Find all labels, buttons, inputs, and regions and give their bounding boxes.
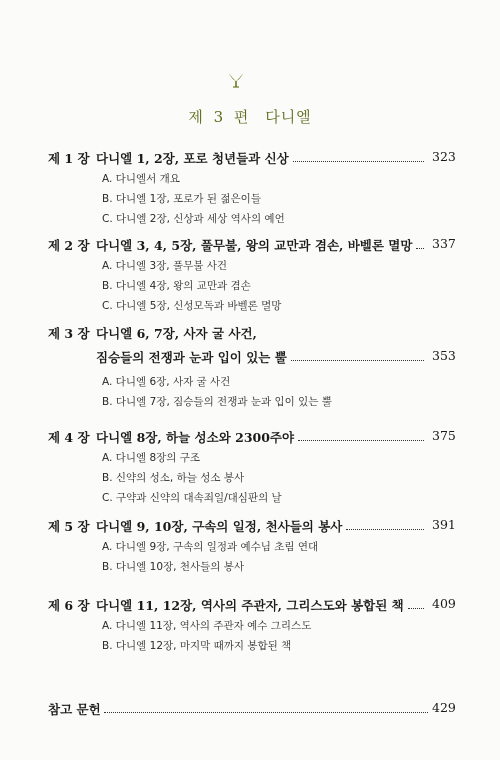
section-item: A. 다니엘 11장, 역사의 주관자 예수 그리스도 (102, 620, 312, 632)
chapter-label: 제 3 장 (48, 326, 90, 341)
chapter-page: 375 (432, 428, 456, 443)
section-item: B. 다니엘 12장, 마지막 때까지 봉합된 책 (102, 640, 292, 652)
chapter-1 (0, 149, 500, 229)
chapter-label: 제 6 장 (48, 598, 90, 613)
chapter-title: 다니엘 1, 2장, 포로 청년들과 신상 (96, 151, 289, 166)
section-item: B. 다니엘 4장, 왕의 교만과 겸손 (102, 280, 251, 292)
dot-leader (298, 428, 424, 441)
chapter-title-line1[interactable] (96, 324, 428, 342)
chapter-title: 짐승들의 전쟁과 눈과 입이 있는 뿔 (96, 350, 287, 365)
chapter-3 (0, 324, 500, 412)
chapter-title: 다니엘 6, 7장, 사자 굴 사건, (96, 326, 257, 341)
section-item: B. 신약의 성소, 하늘 성소 봉사 (102, 472, 245, 484)
dot-leader (293, 149, 424, 162)
bibliography-label: 참고 문헌 (48, 702, 101, 717)
part-number: 3 (213, 108, 225, 126)
bibliography-page: 429 (432, 700, 456, 715)
chapter-title-link[interactable] (96, 348, 428, 366)
chapter-label: 제 5 장 (48, 519, 90, 534)
chapter-title-link[interactable] (96, 149, 428, 167)
chapter-page: 337 (432, 236, 456, 251)
section-item: C. 다니엘 2장, 신상과 세상 역사의 예언 (102, 213, 285, 225)
part-name: 다니엘 (265, 108, 312, 126)
chapter-title-link[interactable] (96, 517, 428, 535)
chapter-page: 391 (432, 517, 456, 532)
section-item: B. 다니엘 10장, 천사들의 봉사 (102, 561, 245, 573)
section-item: A. 다니엘 8장의 구조 (102, 452, 201, 464)
section-item: B. 다니엘 7장, 짐승들의 전쟁과 눈과 입이 있는 뿔 (102, 396, 332, 408)
chapter-6 (0, 596, 500, 656)
part-suffix: 편 (233, 108, 250, 126)
section-item: C. 구약과 신약의 대속죄일/대심판의 날 (102, 492, 282, 504)
section-item: B. 다니엘 1장, 포로가 된 젊은이들 (102, 193, 261, 205)
chapter-page: 409 (432, 596, 456, 611)
dot-leader (416, 236, 424, 249)
section-item: A. 다니엘 9장, 구속의 일정과 예수님 초림 연대 (102, 541, 319, 553)
part-title (0, 106, 500, 127)
dot-leader (346, 517, 424, 530)
chapter-page: 323 (432, 149, 456, 164)
dot-leader (104, 700, 428, 713)
leaf-ornament-icon (226, 70, 246, 90)
chapter-label: 제 2 장 (48, 238, 90, 253)
chapter-title: 다니엘 8장, 하늘 성소와 2300주야 (96, 430, 295, 445)
section-item: A. 다니엘 6장, 사자 굴 사건 (102, 376, 231, 388)
chapter-title: 다니엘 11, 12장, 역사의 주관자, 그리스도와 봉합된 책 (96, 598, 404, 613)
chapter-2 (0, 236, 500, 316)
chapter-title-link[interactable] (96, 596, 428, 614)
part-prefix: 제 (188, 108, 204, 126)
section-item: C. 다니엘 5장, 신성모독과 바벨론 멸망 (102, 300, 282, 312)
bibliography-entry[interactable] (0, 700, 500, 720)
dot-leader (291, 348, 424, 361)
chapter-label: 제 4 장 (48, 430, 90, 445)
chapter-title-link[interactable] (96, 236, 428, 254)
section-item: A. 다니엘서 개요 (102, 173, 180, 185)
dot-leader (408, 596, 424, 609)
chapter-title-link[interactable] (96, 428, 428, 446)
chapter-4 (0, 428, 500, 508)
chapter-label: 제 1 장 (48, 151, 90, 166)
chapter-title: 다니엘 3, 4, 5장, 풀무불, 왕의 교만과 겸손, 바벨론 멸망 (96, 238, 413, 253)
chapter-page: 353 (432, 348, 456, 363)
chapter-title: 다니엘 9, 10장, 구속의 일정, 천사들의 봉사 (96, 519, 343, 534)
chapter-5 (0, 517, 500, 577)
section-item: A. 다니엘 3장, 풀무불 사건 (102, 260, 227, 272)
